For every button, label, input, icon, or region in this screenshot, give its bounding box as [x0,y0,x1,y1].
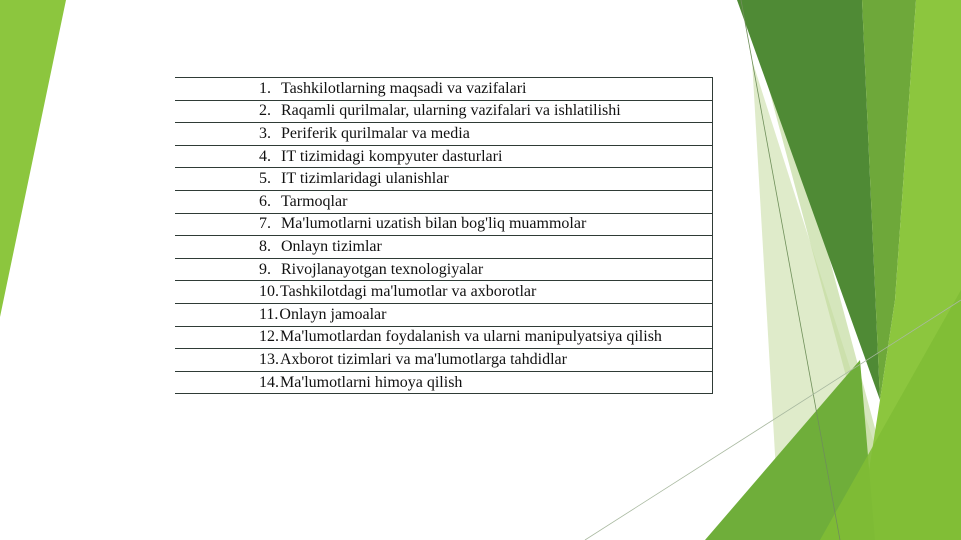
topic-number: 5. [259,170,271,188]
topic-cell [175,168,713,191]
topic-number: 7. [259,215,271,233]
topic-title: Tashkilotlarning maqsadi va vazifalari [281,79,527,97]
topic-number: 1. [259,79,271,97]
topic-row [175,145,713,168]
topic-title: Periferik qurilmalar va media [281,124,470,142]
topic-number: 11. [259,305,279,323]
topic-cell [175,190,713,213]
topic-cell [175,371,713,394]
topic-cell [175,258,713,281]
topic-number: 14. [259,373,279,391]
topic-row [175,123,713,146]
topic-title: Tashkilotdagi ma'lumotlar va axborotlar [280,283,537,301]
topic-cell [175,78,713,101]
topic-number: 13. [259,350,279,368]
topic-row [175,236,713,259]
topic-row [175,190,713,213]
topic-row [175,78,713,101]
topics-table-body [175,78,713,394]
topic-row [175,371,713,394]
topic-title: Raqamli qurilmalar, ularning vazifalari va ishlatilishi [281,102,621,120]
topic-number: 3. [259,124,271,142]
topic-title: Axborot tizimlari va ma'lumotlarga tahdidlar [280,350,567,368]
topic-cell [175,100,713,123]
topic-cell [175,213,713,236]
topic-cell [175,281,713,304]
topic-row [175,100,713,123]
topic-title: IT tizimlaridagi ulanishlar [281,170,449,188]
topic-row [175,326,713,349]
topic-number: 9. [259,260,271,278]
topic-row [175,303,713,326]
topic-number: 2. [259,102,271,120]
topic-cell [175,145,713,168]
topic-row [175,258,713,281]
left-green-shape [0,0,66,317]
topic-cell [175,326,713,349]
topic-title: Ma'lumotlardan foydalanish va ularni manipulyatsiya qilish [280,328,662,346]
topic-cell [175,123,713,146]
topic-number: 8. [259,237,271,255]
topic-title: Onlayn jamoalar [279,305,387,323]
topic-title: Onlayn tizimlar [281,237,382,255]
topic-number: 6. [259,192,271,210]
topic-cell [175,349,713,372]
topic-row [175,168,713,191]
topic-row [175,213,713,236]
topic-title: Ma'lumotlarni himoya qilish [280,373,463,391]
topic-cell [175,236,713,259]
topic-cell [175,303,713,326]
topic-title: Rivojlanayotgan texnologiyalar [281,260,484,278]
topic-number: 4. [259,147,271,165]
topic-title: Ma'lumotlarni uzatish bilan bog'liq muammolar [281,215,587,233]
topic-title: Tarmoqlar [281,192,348,210]
topic-row [175,349,713,372]
topic-number: 10. [259,283,279,301]
topic-row [175,281,713,304]
topics-table [175,77,713,394]
topic-number: 12. [259,328,279,346]
topic-title: IT tizimidagi kompyuter dasturlari [281,147,503,165]
